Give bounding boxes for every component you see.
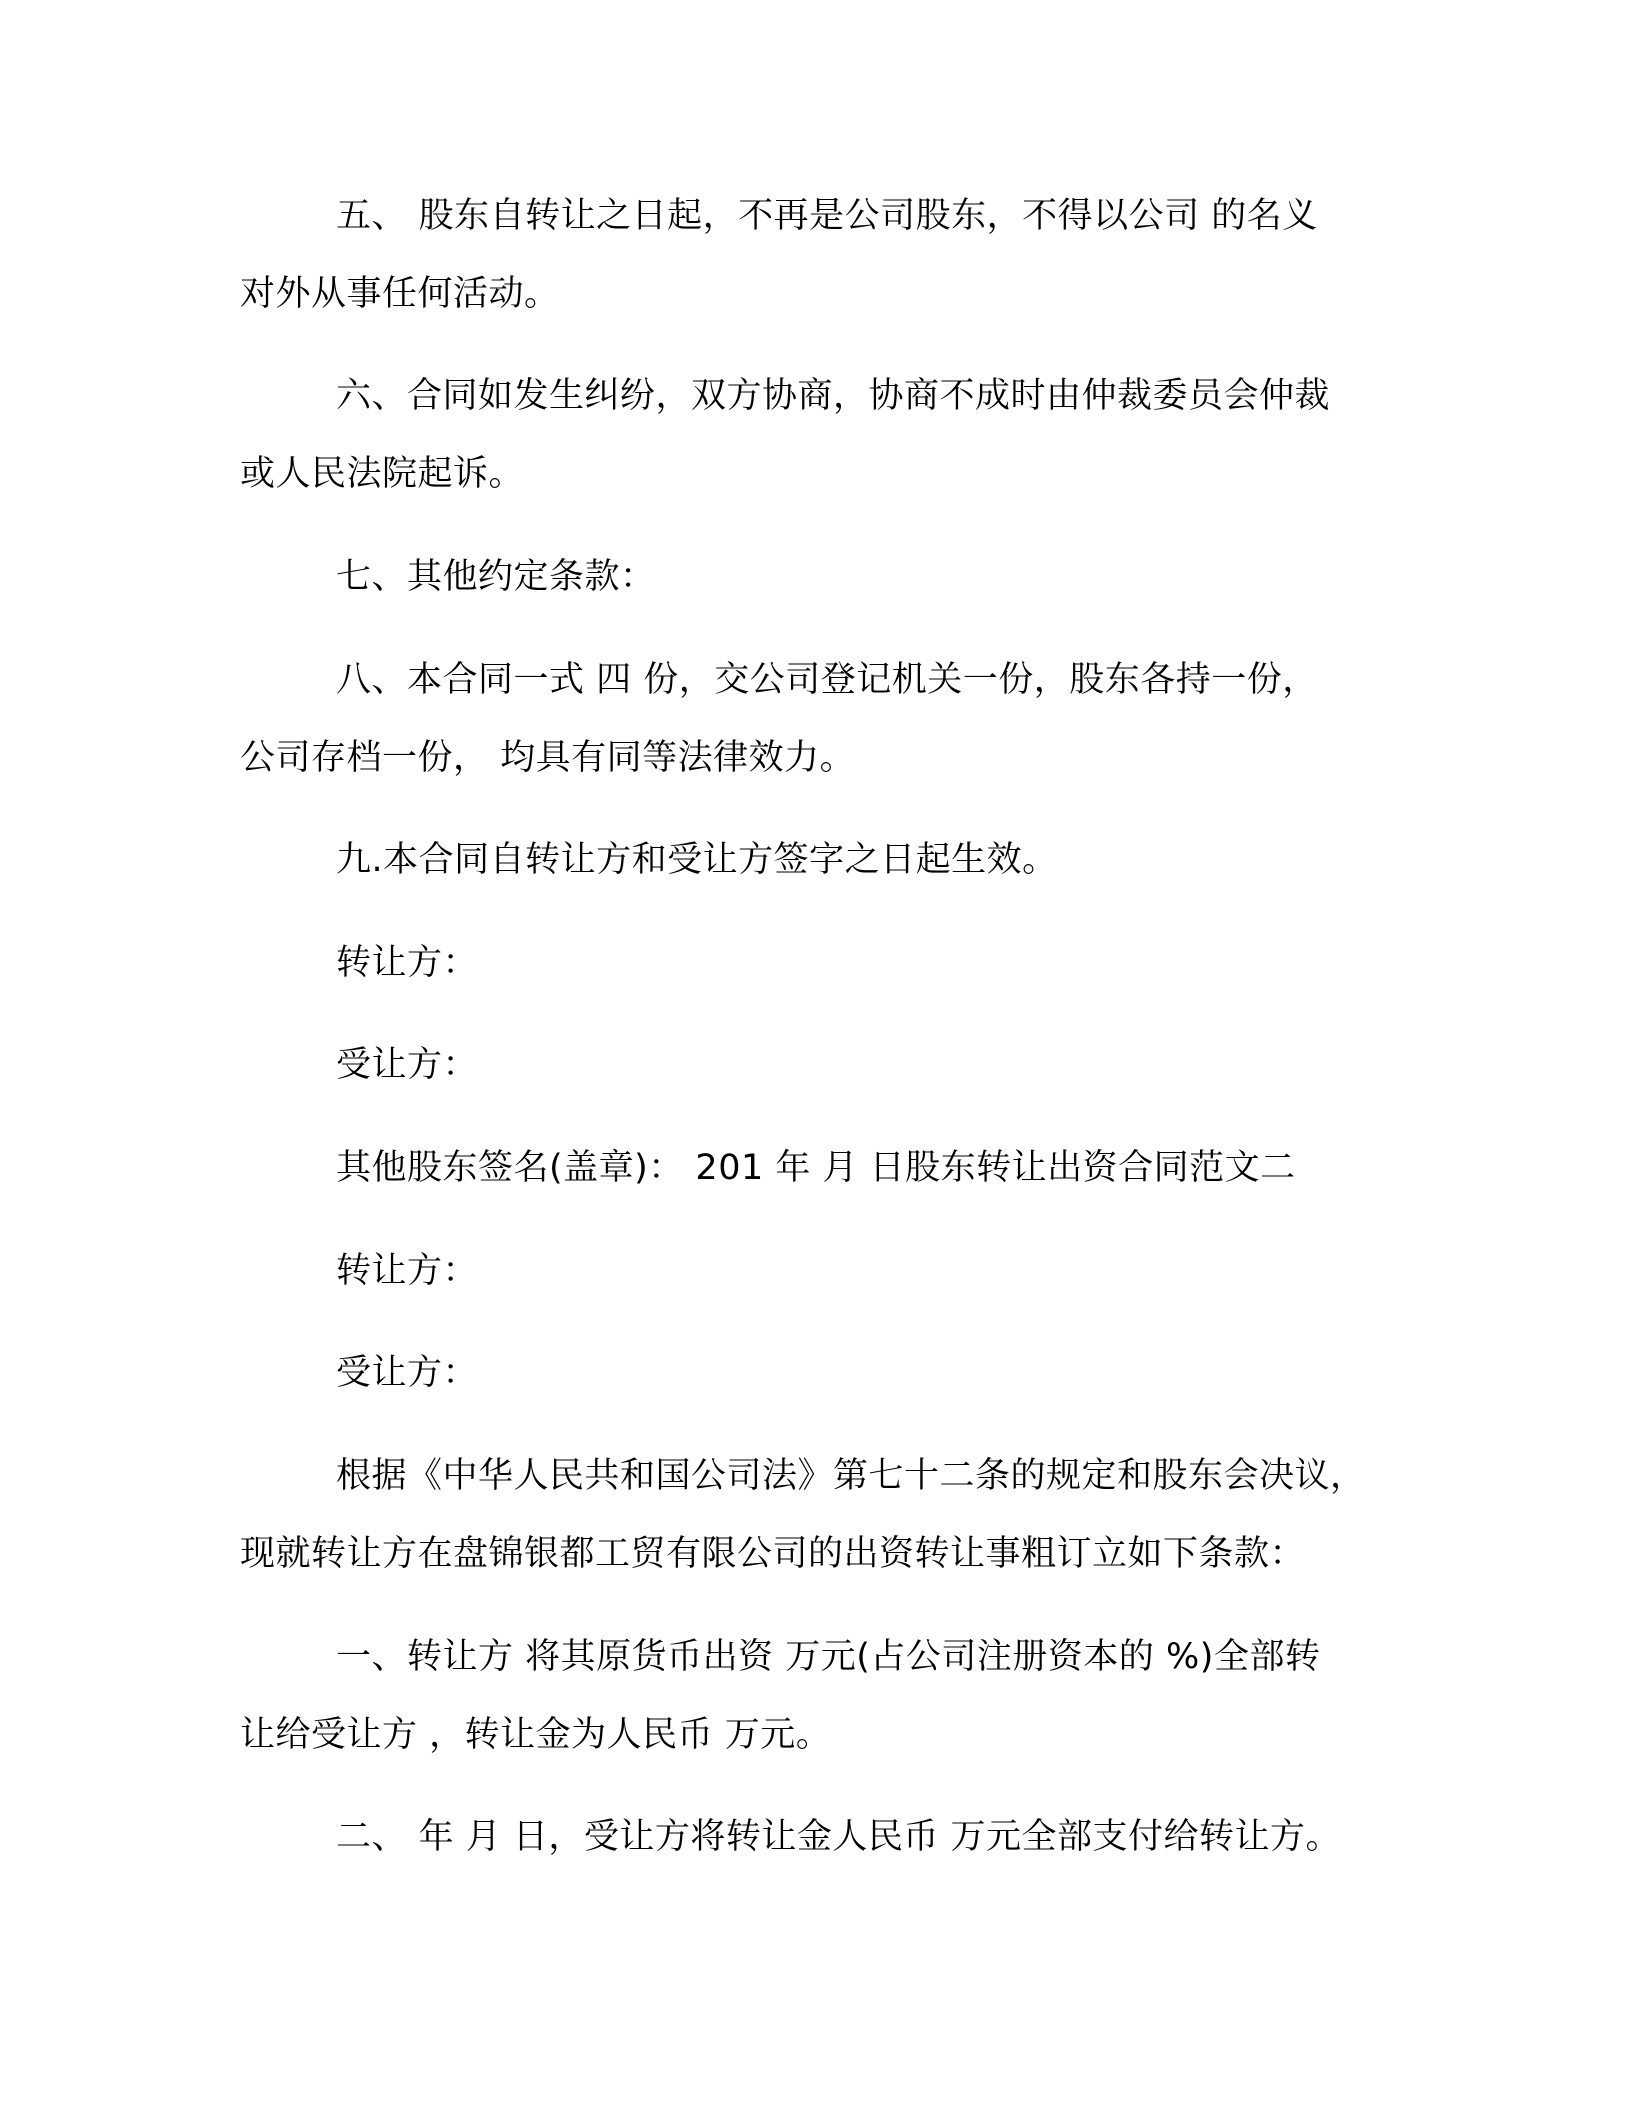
transferor-label-1: 转让方： xyxy=(336,943,479,983)
clause-5-line-2: 对外从事任何活动。 xyxy=(240,274,560,314)
clause-1-line-1: 一、转让方 将其原货币出资 万元(占公司注册资本的 %)全部转 xyxy=(336,1637,1321,1677)
transferee-label-1: 受让方： xyxy=(336,1045,479,1085)
preamble-line-2: 现就转让方在盘锦银都工贸有限公司的出资转让事粗订立如下条款： xyxy=(240,1534,1306,1574)
clause-5-line-1: 五、 股东自转让之日起，不再是公司股东，不得以公司 的名义 xyxy=(336,196,1318,236)
transferee-label-2: 受让方： xyxy=(336,1353,479,1393)
clause-8-line-1: 八、本合同一式 四 份，交公司登记机关一份，股东各持一份， xyxy=(336,660,1318,700)
transferor-label-2: 转让方： xyxy=(336,1251,479,1291)
clause-6-line-2: 或人民法院起诉。 xyxy=(240,454,525,494)
clause-6-line-1: 六、合同如发生纠纷，双方协商，协商不成时由仲裁委员会仲裁 xyxy=(336,376,1331,416)
preamble-line-1: 根据《中华人民共和国公司法》第七十二条的规定和股东会决议， xyxy=(336,1456,1366,1496)
clause-8-line-2: 公司存档一份， 均具有同等法律效力。 xyxy=(240,738,856,778)
clause-9-line-1: 九.本合同自转让方和受让方签字之日起生效。 xyxy=(336,840,1058,880)
clause-2-line-1: 二、 年 月 日，受让方将转让金人民币 万元全部支付给转让方。 xyxy=(336,1817,1342,1857)
other-shareholders-line: 其他股东签名(盖章)： 201 年 月 日股东转让出资合同范文二 xyxy=(336,1148,1296,1188)
clause-1-line-2: 让给受让方 ，转让金为人民币 万元。 xyxy=(240,1715,832,1755)
clause-7-line-1: 七、其他约定条款： xyxy=(336,557,656,597)
